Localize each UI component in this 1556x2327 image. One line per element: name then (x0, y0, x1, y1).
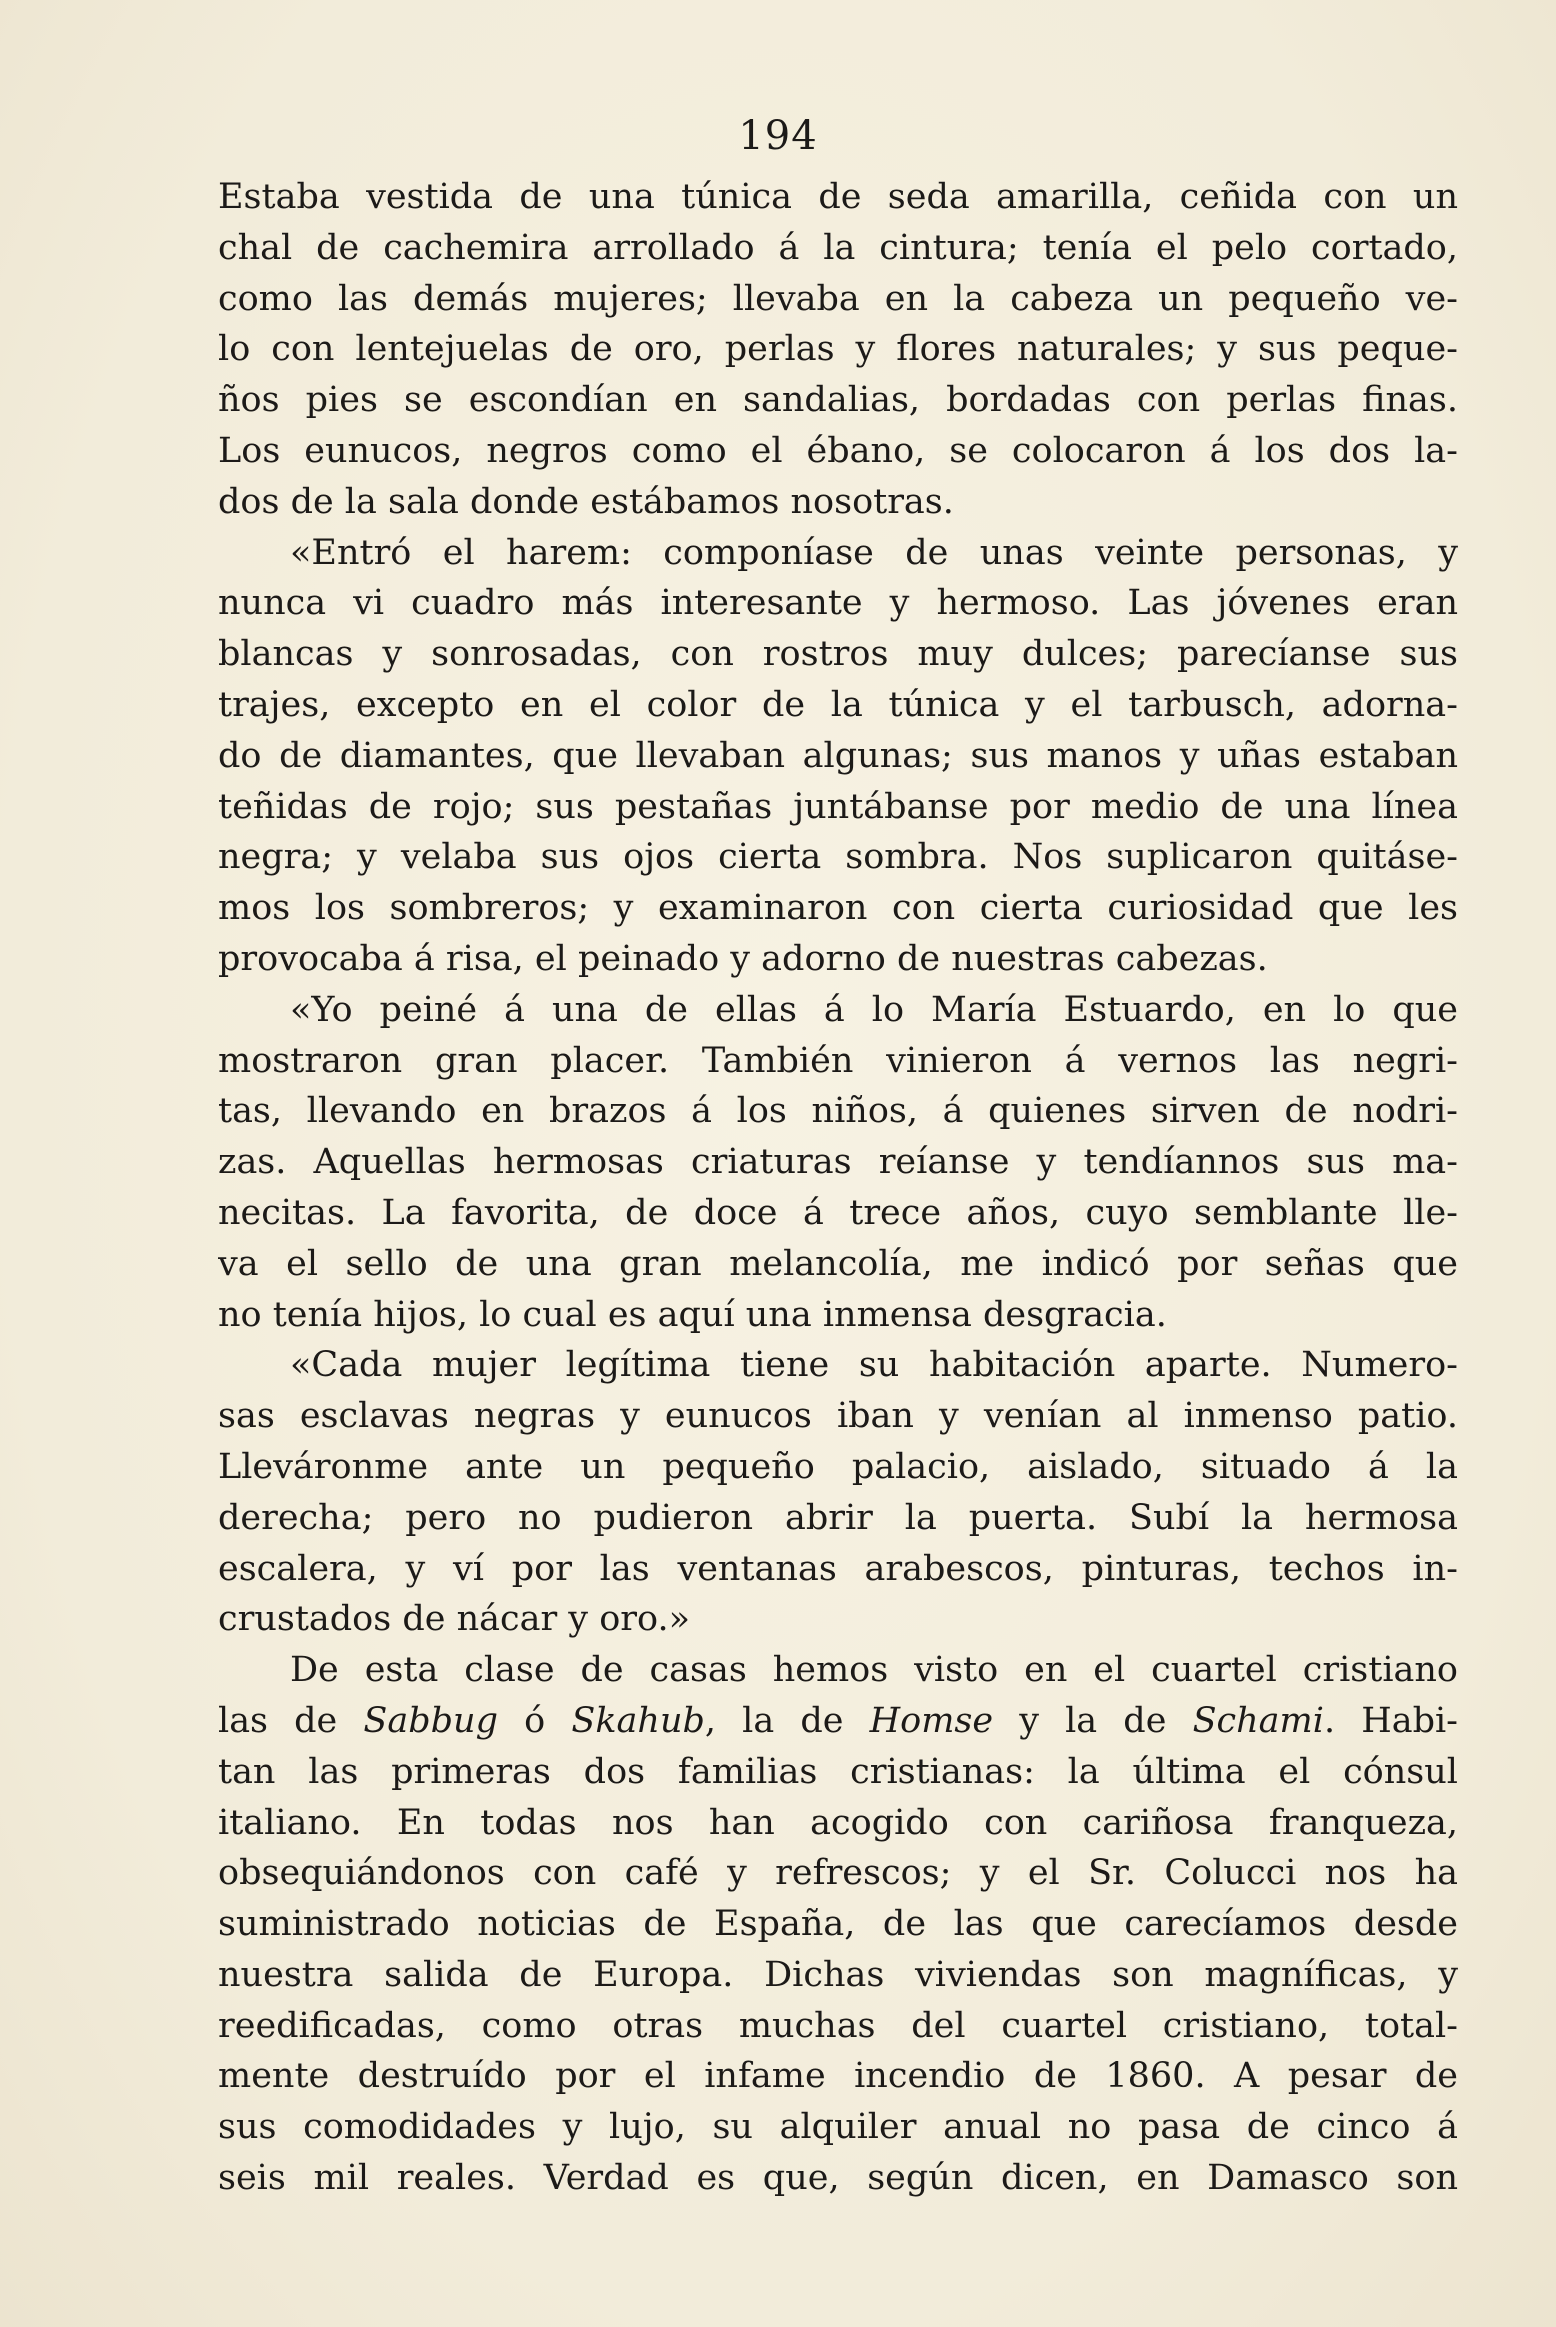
text-line: italiano. En todas nos han acogido con cariñosa franqueza, (218, 1802, 1458, 1843)
text-line: Lleváronme ante un pequeño palacio, aislado, situado á la (218, 1446, 1458, 1487)
text-line: zas. Aquellas hermosas criaturas reíanse y tendíannos sus ma- (218, 1142, 1458, 1183)
text-line: blancas y sonrosadas, con rostros muy dulces; parecíanse sus (218, 634, 1458, 675)
body-text (218, 172, 1458, 2204)
text-line: tas, llevando en brazos á los niños, á quienes sirven de nodri- (218, 1091, 1458, 1132)
italic-name: Homse (869, 1700, 994, 1741)
text-line: suministrado noticias de España, de las que carecíamos desde (218, 1904, 1458, 1945)
italic-name: Skahub (571, 1700, 705, 1741)
text-line: escalera, y ví por las ventanas arabescos, pinturas, techos in- (218, 1548, 1458, 1589)
text-line: «Entró el harem: componíase de unas veinte personas, y (290, 532, 1458, 573)
text-line: como las demás mujeres; llevaba en la cabeza un pequeño ve- (218, 278, 1458, 319)
text-line: mos los sombreros; y examinaron con cierta curiosidad que les (218, 888, 1458, 929)
text-line: chal de cachemira arrollado á la cintura; tenía el pelo cortado, (218, 227, 1458, 268)
text-line: mente destruído por el infame incendio de 1860. A pesar de (218, 2056, 1458, 2097)
text-line: sus comodidades y lujo, su alquiler anual no pasa de cinco á (218, 2107, 1458, 2148)
text-line: teñidas de rojo; sus pestañas juntábanse por medio de una línea (218, 786, 1458, 827)
text-line: ños pies se escondían en sandalias, bordadas con perlas finas. (218, 380, 1458, 421)
text-line: las de Sabbug ó Skahub, la de Homse y la de Schami. Habi- (218, 1700, 1458, 1741)
text-line: De esta clase de casas hemos visto en el cuartel cristiano (290, 1650, 1458, 1691)
text-line: mostraron gran placer. También vinieron á vernos las negri- (218, 1040, 1458, 1081)
text-line: reedificadas, como otras muchas del cuartel cristiano, total- (218, 2005, 1458, 2046)
text-line: derecha; pero no pudieron abrir la puerta. Subí la hermosa (218, 1497, 1458, 1538)
text-line: negra; y velaba sus ojos cierta sombra. Nos suplicaron quitáse- (218, 837, 1458, 878)
text-line: va el sello de una gran melancolía, me indicó por señas que (218, 1243, 1458, 1284)
text-line: Estaba vestida de una túnica de seda amarilla, ceñida con un (218, 177, 1458, 217)
text-line: tan las primeras dos familias cristianas: la última el cónsul (218, 1751, 1458, 1792)
text-line: nunca vi cuadro más interesante y hermoso. Las jóvenes eran (218, 583, 1458, 624)
text-line: «Cada mujer legítima tiene su habitación aparte. Numero- (290, 1345, 1458, 1386)
text-line: sas esclavas negras y eunucos iban y venían al inmenso patio. (218, 1396, 1458, 1437)
text-line: seis mil reales. Verdad es que, según dicen, en Damasco son (218, 2158, 1458, 2199)
text-line: necitas. La favorita, de doce á trece años, cuyo semblante lle- (218, 1192, 1458, 1233)
text-line: obsequiándonos con café y refrescos; y el Sr. Colucci nos ha (218, 1853, 1458, 1894)
text-line: dos de la sala donde estábamos nosotras. (218, 481, 954, 522)
page-number: 194 (738, 113, 818, 159)
text-line: crustados de nácar y oro.» (218, 1599, 691, 1640)
text-line: lo con lentejuelas de oro, perlas y flores naturales; y sus peque- (218, 329, 1458, 370)
text-line: Los eunucos, negros como el ébano, se colocaron á los dos la- (218, 430, 1458, 471)
text-line: no tenía hijos, lo cual es aquí una inmensa desgracia. (218, 1294, 1167, 1335)
italic-name: Sabbug (363, 1700, 499, 1741)
text-line: «Yo peiné á una de ellas á lo María Estuardo, en lo que (290, 989, 1458, 1030)
text-line: do de diamantes, que llevaban algunas; sus manos y uñas estaban (218, 735, 1458, 776)
text-line: trajes, excepto en el color de la túnica y el tarbusch, adorna- (218, 684, 1458, 725)
text-line: provocaba á risa, el peinado y adorno de nuestras cabezas. (218, 938, 1268, 979)
text-line: nuestra salida de Europa. Dichas viviendas son magníficas, y (218, 1954, 1458, 1995)
italic-name: Schami (1192, 1700, 1324, 1741)
